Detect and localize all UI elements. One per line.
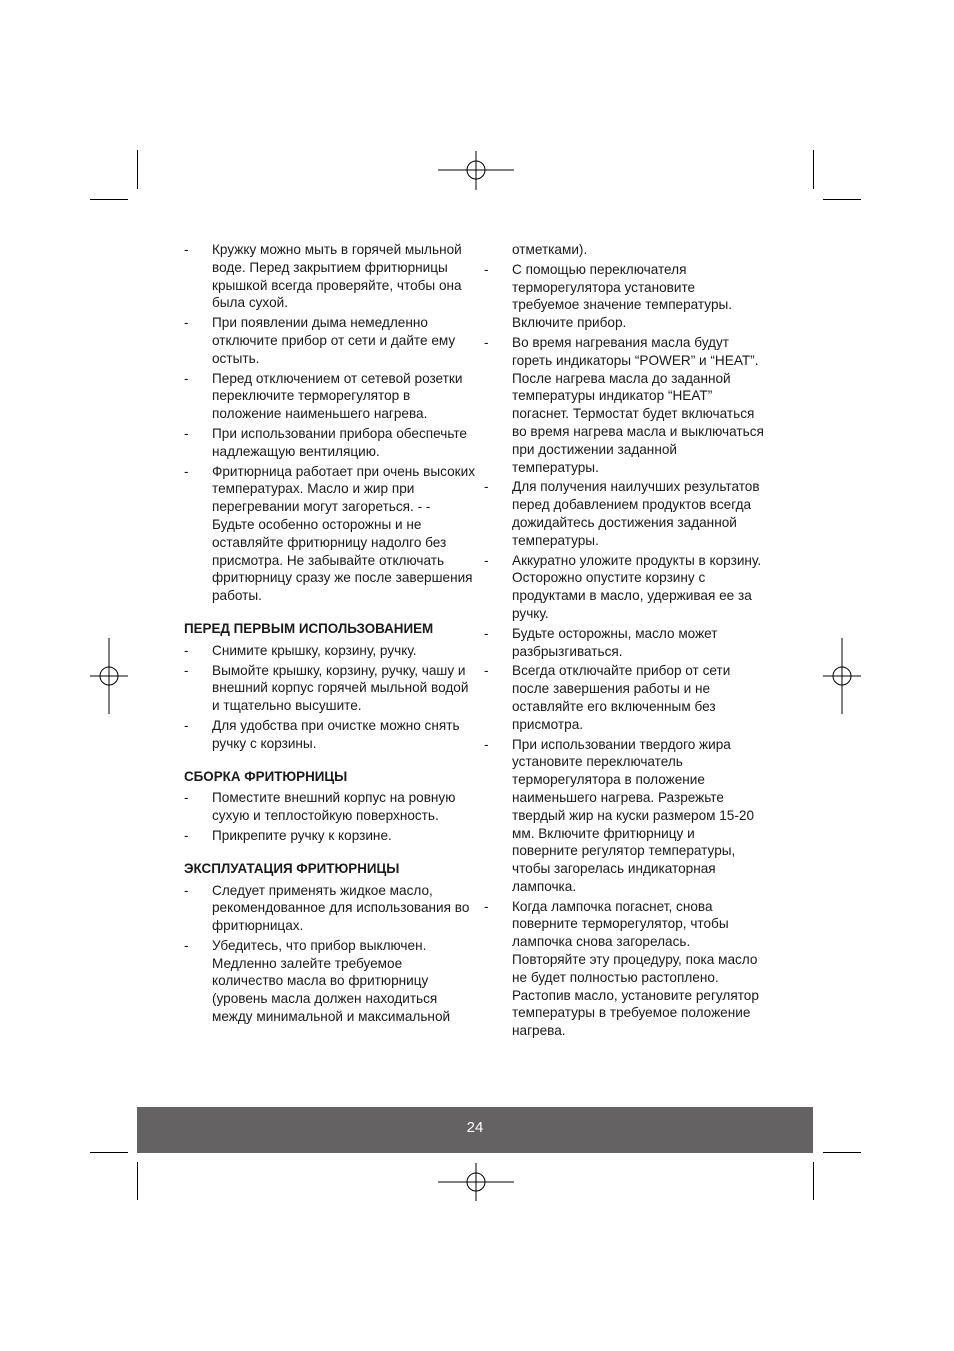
section-heading-assembly: СБОРКА ФРИТЮРНИЦЫ	[184, 768, 348, 784]
list-item: - Для удобства при очистке можно снять ручку с корзины.	[184, 717, 460, 751]
list-item: - Всегда отключайте прибор от сети после завершения работы и не оставляйте его включенным без присмотра.	[484, 663, 731, 732]
list-item: - Убедитесь, что прибор выключен. Медленно залейте требуемое количество масла во фритюрницу (уровень масла должен находиться между минимальной и максимальной	[184, 937, 451, 1025]
left-column	[184, 241, 476, 1028]
list-item: - При появлении дыма немедленно отключите прибор от сети и дайте ему остыть.	[184, 315, 456, 366]
list-item: - Когда лампочка погаснет, снова поверните терморегулятор, чтобы лампочка снова загорелась. Повторяйте эту процедуру, пока масло не будет полностью растоплено. Растопив масло, установите регулятор температуры в требуемое положение нагрева.	[484, 898, 759, 1039]
page-number: 24	[466, 1119, 484, 1136]
list-item: - Фритюрница работает при очень высоких температурах. Масло и жир при перегревании могут загореться. - - Будьте особенно осторожны и не оставляйте фритюрницу надолго без присмотра. Не забывайте отключать фритюрницу сразу же после завершения работы.	[184, 463, 476, 604]
list-item: - Поместите внешний корпус на ровную сухую и теплостойкую поверхность.	[184, 790, 456, 824]
list-item: - Кружку можно мыть в горячей мыльной воде. Перед закрытием фритюрницы крышкой всегда проверяйте, чтобы она была сухой.	[184, 242, 462, 311]
list-item: - При использовании прибора обеспечьте надлежащую вентиляцию.	[184, 425, 467, 459]
operation-list	[184, 882, 476, 1026]
list-item: - Во время нагревания масла будут гореть индикаторы “POWER” и “HEAT”. После нагрева масла до заданной температуры индикатор “HEAT” погаснет. Термостат будет включаться во время нагрева масла и выключаться при достижении заданной температуры.	[484, 334, 764, 475]
section-heading-operation: ЭКСПЛУАТАЦИЯ ФРИТЮРНИЦЫ	[184, 860, 400, 876]
assembly-list	[184, 789, 476, 844]
footer-bar	[137, 1107, 813, 1153]
list-item: - Будьте осторожны, масло может разбрызгиваться.	[484, 625, 718, 659]
list-item: - Аккуратно уложите продукты в корзину. Осторожно опустите корзину с продуктами в масло, удерживая ее за ручку.	[484, 552, 762, 621]
operation-list-continued	[484, 261, 764, 1040]
list-item: - При использовании твердого жира установите переключатель терморегулятора в положение наименьшего нагрева. Разрежьте твердый жир на куски размером 15-20 мм. Включите фритюрницу и поверните регулятор температуры, чтобы загорелась индикаторная лампочка.	[484, 736, 755, 894]
list-item: - С помощью переключателя терморегулятора установите требуемое значение температуры. Включите прибор.	[484, 261, 733, 331]
section-heading-first-use: ПЕРЕД ПЕРВЫМ ИСПОЛЬЗОВАНИЕМ	[184, 620, 434, 636]
right-column	[484, 241, 764, 1042]
continuation-text: отметками).	[512, 242, 588, 257]
list-item: - Следует применять жидкое масло, рекомендованное для использования во фритюрницах.	[184, 882, 470, 934]
first-use-list	[184, 642, 476, 753]
list-item: - Для получения наилучших результатов перед добавлением продуктов всегда дожидайтесь достижения заданной температуры.	[484, 479, 760, 548]
list-item: - Вымойте крышку, корзину, ручку, чашу и внешний корпус горячей мыльной водой и тщательно высушите.	[184, 662, 469, 714]
list-item: - Прикрепите ручку к корзине.	[184, 827, 392, 843]
intro-list	[184, 241, 476, 605]
list-item: - Перед отключением от сетевой розетки переключите терморегулятор в положение наименьшего нагрева.	[184, 370, 463, 422]
list-item: - Снимите крышку, корзину, ручку.	[184, 642, 417, 658]
